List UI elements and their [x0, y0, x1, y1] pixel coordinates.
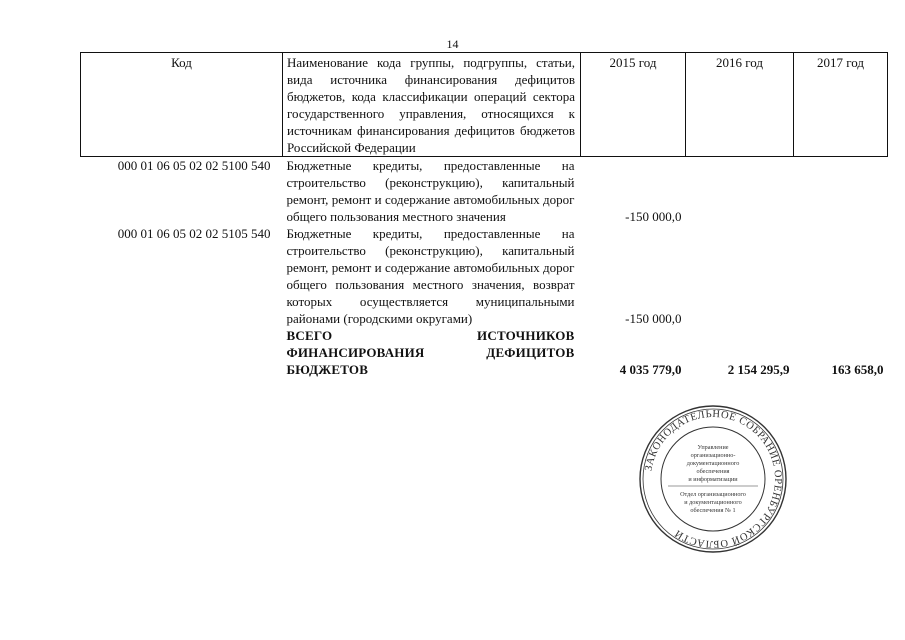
- table-row: [81, 157, 888, 226]
- row-value-2017: [794, 225, 888, 327]
- row-name: Бюджетные кредиты, предоставленные на строительство (реконструкцию), капитальный ремонт, ремонт и содержание автомобильных дорог общего пользования местного значения: [286, 158, 575, 224]
- total-value-2016: 2 154 295,9: [727, 362, 790, 377]
- table-header-row: [81, 53, 888, 157]
- svg-text:и информатизации: и информатизации: [688, 476, 738, 483]
- header-name: Наименование кода группы, подгруппы, статьи, вида источника финансирования дефицитов бюджетов, кода классификации операций сектора государственного управления, относящихся к источникам финансирования дефицитов бюджетов Российской Федерации: [283, 53, 581, 157]
- header-2016: 2016 год: [686, 53, 794, 157]
- row-value-2016: [686, 225, 794, 327]
- stamp-ring-text: ЗАКОНОДАТЕЛЬНОЕ СОБРАНИЕ ОРЕНБУРГСКОЙ ОБЛАСТИ: [643, 408, 784, 550]
- table-row: [81, 225, 888, 327]
- page-number: 14: [446, 37, 459, 51]
- row-code: 000 01 06 05 02 02 5100 540: [117, 158, 271, 173]
- total-row: [81, 327, 888, 378]
- row-value-2015: -150 000,0: [625, 311, 682, 326]
- svg-text:обеспечения: обеспечения: [696, 468, 730, 475]
- row-name: Бюджетные кредиты, предоставленные на строительство (реконструкцию), капитальный ремонт, ремонт и содержание автомобильных дорог общего пользования местного значения, возврат которых осуществляется муниципальными районами (городскими округами): [286, 226, 575, 326]
- row-value-2015: -150 000,0: [625, 209, 682, 224]
- stamp-inner-text: [680, 444, 746, 514]
- total-code-empty: [81, 327, 283, 378]
- row-value-2017: [794, 157, 888, 226]
- svg-text:организационно-: организационно-: [690, 452, 736, 459]
- budget-sources-table: [80, 52, 888, 378]
- svg-text:Отдел организационного: Отдел организационного: [680, 491, 746, 498]
- total-name: ВСЕГО ИСТОЧНИКОВ ФИНАНСИРОВАНИЯ ДЕФИЦИТОВ БЮДЖЕТОВ: [286, 328, 575, 377]
- header-2017: 2017 год: [794, 53, 888, 157]
- total-value-2015: 4 035 779,0: [619, 362, 682, 377]
- header-2015: 2015 год: [581, 53, 686, 157]
- svg-text:Управление: Управление: [697, 444, 729, 451]
- official-stamp: [638, 404, 788, 554]
- svg-text:обеспечения № 1: обеспечения № 1: [690, 507, 736, 514]
- svg-text:документационного: документационного: [686, 460, 740, 467]
- total-value-2017: 163 658,0: [831, 362, 884, 377]
- header-code: Код: [81, 53, 283, 157]
- svg-text:и документационного: и документационного: [684, 499, 742, 506]
- row-code: 000 01 06 05 02 02 5105 540: [117, 226, 271, 241]
- row-value-2016: [686, 157, 794, 226]
